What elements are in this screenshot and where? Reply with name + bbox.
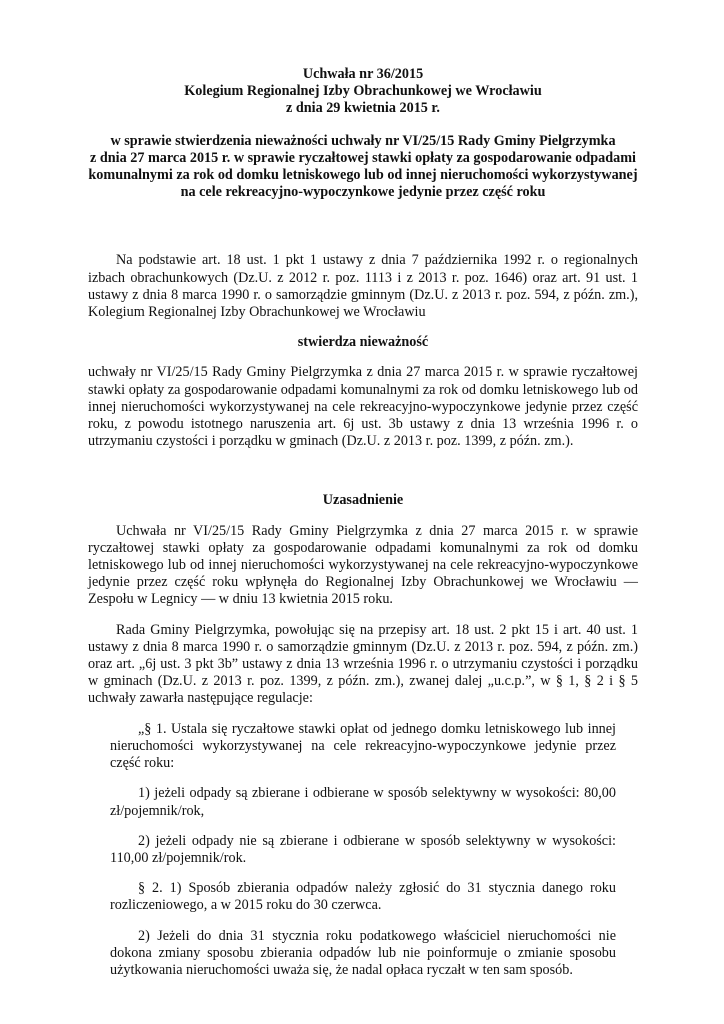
justification-heading: Uzasadnienie bbox=[322, 492, 404, 509]
justification-paragraph: Rada Gminy Pielgrzymka, powołując się na przepisy art. 18 ust. 2 pkt 15 i art. 40 ust. 1 ustawy z dnia 8 marca 1990 r. o samorządzie gminnym (Dz.U. z 2013 r. poz. 594, z późn. zm.) oraz art. „6j ust. 3 pkt 3b” ustawy z dnia 13 września 1996 r. o utrzymaniu czystości i porządku w gminach (Dz.U. z 2013 r. poz. 1399, z późn. zm.), zwanej dalej „u.c.p.”, w § 1, § 2 i § 5 uchwały zawarła następujące regulacje: bbox=[88, 621, 638, 707]
decision-heading: stwierdza nieważność bbox=[297, 334, 429, 351]
document-page bbox=[88, 66, 638, 979]
resolution-header bbox=[88, 66, 638, 118]
quoted-regulation-item: 1) jeżeli odpady są zbierane i odbierane w sposób selektywny w wysokości: 80,00 zł/pojemnik/rok, bbox=[110, 785, 616, 819]
subject-line: z dnia 27 marca 2015 r. w sprawie ryczałtowej stawki opłaty za gospodarowanie odpadami bbox=[90, 149, 636, 166]
quoted-regulation: „§ 1. Ustala się ryczałtowe stawki opłat od jednego domku letniskowego lub innej nieruchomości wykorzystywanej na cele rekreacyjno-wypoczynkowe jedynie przez część roku: bbox=[110, 720, 616, 772]
quoted-regulation-item: 2) jeżeli odpady nie są zbierane i odbierane w sposób selektywny w wysokości: 110,00 zł/pojemnik/rok. bbox=[110, 832, 616, 866]
issuing-body: Kolegium Regionalnej Izby Obrachunkowej we Wrocławiu bbox=[184, 83, 542, 100]
justification-paragraph: Uchwała nr VI/25/15 Rady Gminy Pielgrzymka z dnia 27 marca 2015 r. w sprawie ryczałtowej stawki opłaty za gospodarowanie odpadami komunalnymi za rok od domku letniskowego lub od innej nieruchomości wykorzystywanej na cele rekreacyjno-wypoczynkowe jedynie przez część roku wpłynęła do Regionalnej Izby Obrachunkowej we Wrocławiu — Zespołu w Legnicy — w dniu 13 kwietnia 2015 roku. bbox=[88, 522, 638, 608]
subject-line: na cele rekreacyjno-wypoczynkowe jedynie przez część roku bbox=[180, 184, 546, 201]
decision-paragraph: uchwały nr VI/25/15 Rady Gminy Pielgrzymka z dnia 27 marca 2015 r. w sprawie ryczałtowej stawki opłaty za gospodarowanie odpadami komunalnymi za rok od domku letniskowego lub od innej nieruchomości wykorzystywanej na cele rekreacyjno-wypoczynkowe jedynie przez część roku, z powodu istotnego naruszenia art. 6j ust. 3b ustawy z dnia 13 września 1996 r. o utrzymaniu czystości i porządku w gminach (Dz.U. z 2013 r. poz. 1399, z późn. zm.). bbox=[88, 364, 638, 450]
resolution-number: Uchwała nr 36/2015 bbox=[302, 66, 424, 82]
resolution-subject bbox=[88, 133, 638, 202]
subject-line: w sprawie stwierdzenia nieważności uchwały nr VI/25/15 Rady Gminy Pielgrzymka bbox=[110, 132, 616, 149]
quoted-regulation: 2) Jeżeli do dnia 31 stycznia roku podatkowego właściciel nieruchomości nie dokona zmiany sposobu zbierania odpadów lub nie poinformuje o zmianie sposobu użytkowania nieruchomości uważa się, że nadal opłaca ryczałt w ten sam sposób. bbox=[110, 927, 616, 978]
legal-basis-paragraph: Na podstawie art. 18 ust. 1 pkt 1 ustawy z dnia 7 października 1992 r. o regionalnych izbach obrachunkowych (Dz.U. z 2012 r. poz. 1113 i z 2013 r. poz. 1646) oraz art. 91 ust. 1 ustawy z dnia 8 marca 1990 r. o samorządzie gminnym (Dz.U. z 2013 r. poz. 594, z późn. zm.), Kolegium Regionalnej Izby Obrachunkowej we Wrocławiu bbox=[88, 252, 638, 321]
quoted-regulation: § 2. 1) Sposób zbierania odpadów należy zgłosić do 31 stycznia danego roku rozliczeniowego, a w 2015 roku do 30 czerwca. bbox=[110, 880, 616, 914]
subject-line: komunalnymi za rok od domku letniskowego lub od innej nieruchomości wykorzystywanej bbox=[88, 167, 638, 184]
resolution-date: z dnia 29 kwietnia 2015 r. bbox=[286, 100, 440, 117]
